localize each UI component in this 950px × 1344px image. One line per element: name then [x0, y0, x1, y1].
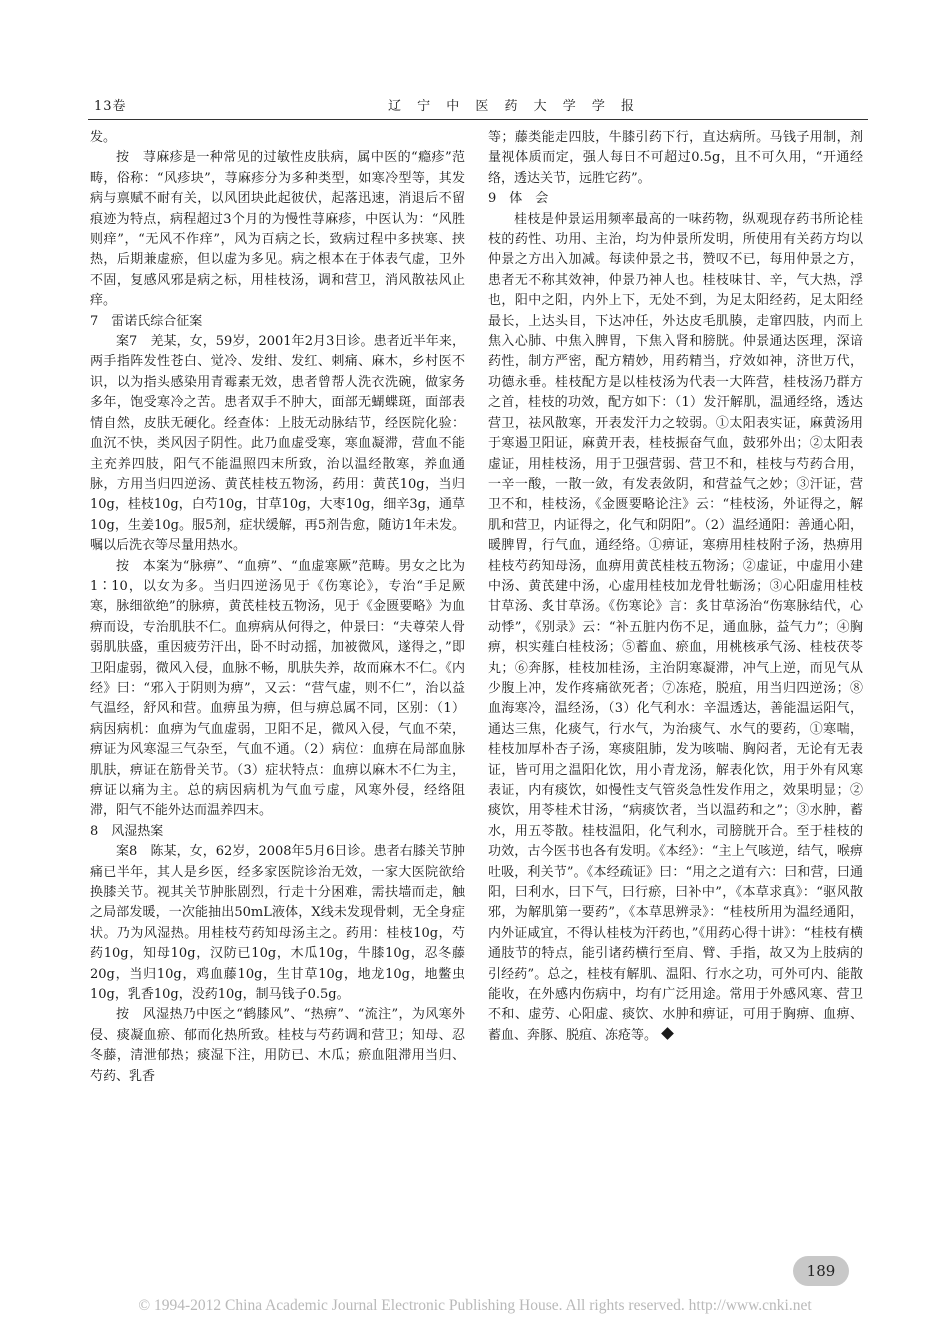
volume-label: 13卷 [94, 99, 127, 114]
journal-title: 辽 宁 中 医 药 大 学 学 报 [388, 99, 641, 114]
paragraph: 按 荨麻疹是一种常见的过敏性皮肤病，属中医的“瘾疹”范畴，俗称：“风疹块”，荨麻疹分为多种类型，如寒冷型等，其发病与禀赋不耐有关，以风团块此起彼伏，起落迅速，消退后不留痕迹为特点，病程超过3个月的为慢性荨麻疹，中医认为：“风胜则痒”，“无风不作痒”，风为百病之长，致病过程中多挟寒、挟热，后期兼虚瘀，但以虚为多见。病之根本在于体表气虚，卫外不固，复感风邪是病之标，用桂枝汤，调和营卫，消风散祛风止痒。 [90, 150, 465, 309]
paragraph: 发。 [90, 130, 117, 145]
paragraph: 按 本案为“脉痹”、“血痹”、“血虚寒厥”范畴。男女之比为1∶10，以女为多。当归四逆汤见于《伤寒论》，专治“手足厥寒，脉细欲绝”的脉痹，黄芪桂枝五物汤，见于《金匮要略》为血痹而设，专治肌肤不仁。血痹病从何得之，仲景曰：“夫尊荣人骨弱肌肤盛，重因疲劳汗出，卧不时动摇，加被微风，遂得之，”即卫阳虚弱，微风入侵，血脉不畅，肌肤失养，故而麻木不仁。《内经》曰：“邪入于阴则为痹”，又云：“营气虚，则不仁”，治以益气温经，舒风和营。血痹虽为痹，但与痹总属不同，区别：（1）病因病机：血痹为气血虚弱，卫阳不足，微风入侵，气血不荣，痹证为风寒湿三气杂至，气血不通。（2）病位：血痹在局部血脉肌肤，痹证在筋骨关节。（3）症状特点：血痹以麻木不仁为主，痹证以痛为主。总的病因病机为气血亏虚，风寒外侵，经络阻滞，阳气不能外达而温养四末。 [90, 558, 465, 819]
section-heading: 7 雷诺氏综合征案 [90, 313, 203, 329]
header-rule [88, 119, 868, 120]
section-heading: 8 风湿热案 [90, 823, 164, 839]
right-column [488, 128, 863, 1046]
left-column [90, 128, 465, 1087]
paragraph: 案7 羌某，女，59岁，2001年2月3日诊。患者近半年来，两手指阵发性苍白、觉冷、发绀、发红、刺痛、麻木，乡村医不识，以为指头感染用青霉素无效，患者曾帮人洗衣洗碗，做家务多年，饱受寒冷之苦。患者双手不肿大，面部无蝴蝶斑，面部表情自然，皮肤无硬化。经查体：上肢无动脉结节，经医院化验：血沉不快，类风因子阴性。此乃血虚受寒，寒血凝滞，营血不能主充养四肢，阳气不能温照四末所致，治以温经散寒，养血通脉，方用当归四逆汤、黄芪桂枝五物汤，药用：黄芪10g，当归10g，桂枝10g，白芍10g，甘草10g，大枣10g，细辛3g，通草10g，生姜10g。服5剂，症状缓解，再5剂告愈，随访1年未发。嘱以后洗衣等尽量用热水。 [90, 334, 465, 554]
section-heading: 9 体 会 [488, 191, 549, 207]
paragraph: 等；藤类能走四肢，牛膝引药下行，直达病所。马钱子用制，剂量视体质而定，强人每日不可超过0.5g，且不可久用，“开通经络，透达关节，远胜它药”。 [488, 130, 863, 186]
page-number-badge: 189 [793, 1256, 849, 1286]
paragraph: 案8 陈某，女，62岁，2008年5月6日诊。患者右膝关节肿痛已半年，其人是乡医，经多家医院诊治无效，一家大医院欲给换膝关节。视其关节肿胀剧烈，行走十分困难，需扶墙而走，触之局部发暖，一次能抽出50mL液体，X线未发现骨刺，无全身症状。乃为风湿热。用桂枝芍药知母汤主之。药用：桂枝10g，芍药10g，知母10g，汉防已10g，木瓜10g，牛膝10g，忍冬藤20g，当归10g，鸡血藤10g，生甘草10g，地龙10g，地鳖虫10g，乳香10g，没药10g，制马钱子0.5g。 [90, 844, 465, 1003]
copyright-footer: © 1994-2012 China Academic Journal Electronic Publishing House. All rights reserved. http://www.cnki.net [138, 1297, 812, 1314]
paragraph: 桂枝是仲景运用频率最高的一味药物，纵观现存药书所论桂枝的药性、功用、主治，均为仲景所发明，所使用有关药方均以仲景之方出入加减。每读仲景之书，赞叹不已，每用仲景之方，患者无不称其效神，仲景乃神人也。桂枝味甘、辛，气大热，浮也，阳中之阳，内外上下，无处不到，为足太阳经药，足太阳经最长，上达头目，下达冲任，外达皮毛肌腠，走窜四肢，内而上焦入心肺、中焦入脾胃，下焦入肾和膀胱。仲景通达医理，深谙药性，制方严密，配方精妙，用药精当，疗效如神，济世万代，功德永垂。桂枝配方是以桂枝汤为代表一大阵营，桂枝汤乃群方之首，桂枝的功效，配方如下：（1）发汗解肌，温通经络，透达营卫，祛风散寒，开表发汗力之较弱。①太阳表实证，麻黄汤用于寒遏卫阳证，麻黄开表，桂枝振奋气血，鼓邪外出；②太阳表虚证，用桂枝汤，用于卫强营弱、营卫不和，桂枝与芍药合用，一辛一酸，一散一敛，有发表敛阴，和营益气之妙；③汗证，营卫不和，桂枝汤，《金匮要略论注》云：“桂枝汤，外证得之，解肌和营卫，内证得之，化气和阴阳”。（2）温经通阳：善通心阳，暖脾胃，行气血，通经络。①痹证，寒痹用桂枝附子汤，热痹用桂枝芍药知母汤，血痹用黄芪桂枝五物汤；②虚证，中虚用小建中汤、黄芪建中汤，心虚用桂枝加龙骨牡蛎汤；③心阳虚用桂枝甘草汤、炙甘草汤。《伤寒论》言：炙甘草汤治“伤寒脉结代，心动悸”，《别录》云：“补五脏内伤不足，通血脉，益气力”；④胸痹，枳实薤白桂枝汤；⑤蓄血、瘀血，用桃核承气汤、桂枝茯苓丸；⑥奔豚，桂枝加桂汤，主治阴寒凝滞，冲气上逆，而见气从少腹上冲，发作疼痛欲死者；⑦冻疮，脱疽，用当归四逆汤；⑧血海寒冷，温经汤，（3）化气利水：辛温透达，善能温运阳气，通达三焦，化痰气，行水气，为治痰气、水气的要药，①寒喘，桂枝加厚朴杏子汤，寒痰阻肺，发为咳喘、胸闷者，无论有无表证，皆可用之温阳化饮，用小青龙汤，解表化饮，用于外有风寒表证，内有痰饮，如慢性支气管炎急性发作用之，效果明显；②痰饮，用苓桂术甘汤，“病痰饮者，当以温药和之”；③水肿，蓄水，用五苓散。桂枝温阳，化气利水，司膀胱开合。至于桂枝的功效，古今医书也各有发明。《本经》：“主上气咳逆，结气，喉痹吐吸，利关节”。《本经疏证》曰：“用之之道有六：曰和营，曰通阳，曰利水，曰下气，曰行瘀，曰补中”，《本草求真》：“驱风散邪，为解肌第一要药”，《本草思辨录》：“桂枝所用为温经通阳，内外证咸宜，不得认桂枝为汗药也，”《用药心得十讲》：“桂枝有横通肢节的特点，能引诸药横行至肩、臂、手指，故又为上肢病的引经药”。总之，桂枝有解肌、温阳、行水之功，可外可内、能散能收，在外感内伤病中，均有广泛用途。常用于外感风寒、营卫不和、虚劳、心阳虚、痰饮、水肿和痹证，可用于胸痹、血痹、蓄血、奔豚、脱疽、冻疮等。 [488, 210, 863, 1047]
running-header [88, 93, 868, 117]
paragraph: 按 风湿热乃中医之“鹤膝风”、“热痹”、“流注”，为风寒外侵、痰凝血瘀、郁而化热所致。桂枝与芍药调和营卫；知母、忍冬藤，清泄郁热；痰湿下注，用防已、木瓜；瘀血阻滞用当归、芍药、乳香 [90, 1007, 465, 1084]
